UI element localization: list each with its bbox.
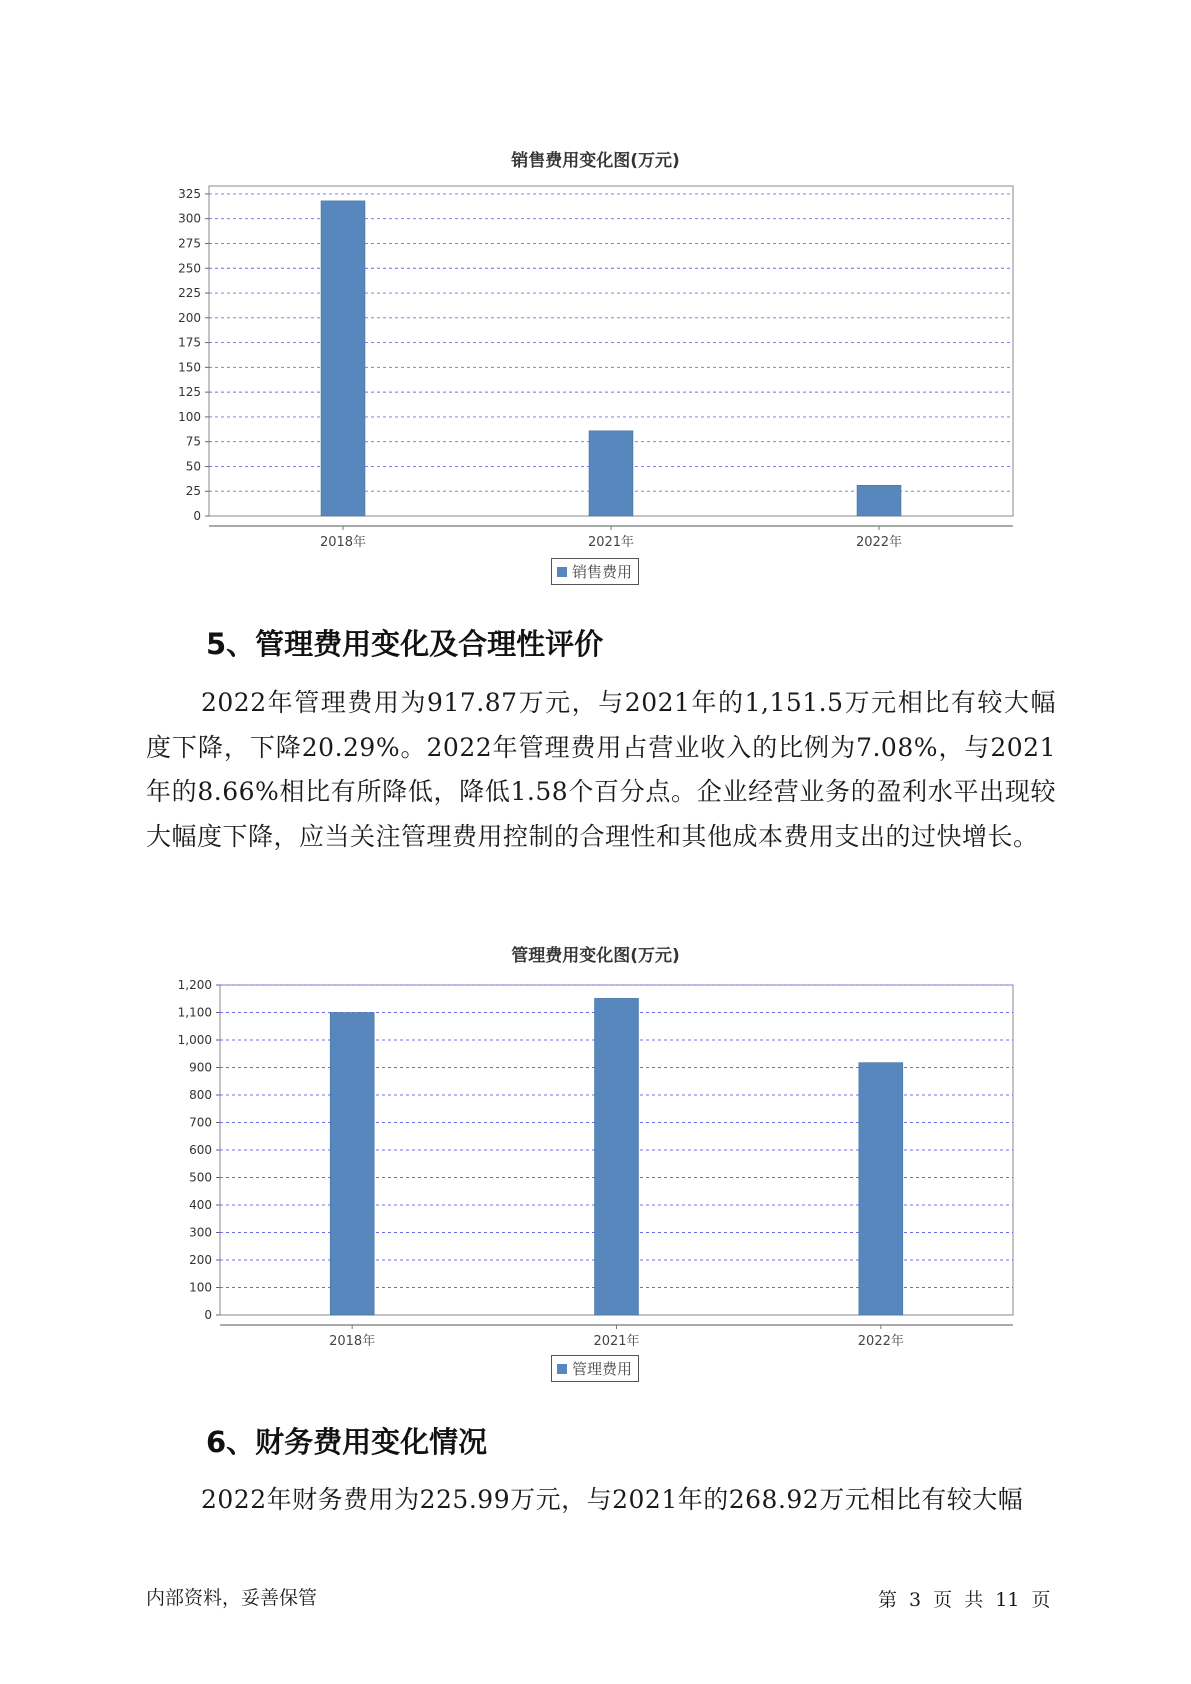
legend-label: 管理费用 xyxy=(572,1360,633,1378)
y-tick-label: 200 xyxy=(189,1253,212,1267)
y-tick-label: 100 xyxy=(178,409,201,424)
section-5-paragraph: 2022年管理费用为917.87万元，与2021年的1,151.5万元相比有较大幅度下降，下降20.29%。2022年管理费用占营业收入的比例为7.08%，与2021年的8.66%相比有所降低，降低1.58个百分点。企业经营业务的盈利水平出现较大幅度下降，应当关注管理费用控制的合理性和其他成本费用支出的过快增长。 xyxy=(146,688,1056,851)
x-tick-label: 2022年 xyxy=(855,535,903,550)
x-tick-label: 2021年 xyxy=(587,535,635,550)
y-tick-label: 0 xyxy=(204,1308,212,1322)
x-tick-label: 2018年 xyxy=(329,1334,376,1349)
x-tick-label: 2018年 xyxy=(319,535,367,550)
y-tick-label: 25 xyxy=(185,484,201,499)
y-tick-label: 1,100 xyxy=(177,1005,212,1020)
y-tick-label: 200 xyxy=(178,310,201,325)
y-tick-label: 600 xyxy=(189,1143,212,1157)
section-5-heading: 5、管理费用变化及合理性评价 xyxy=(206,627,604,661)
y-tick-label: 300 xyxy=(189,1225,212,1240)
bar xyxy=(595,998,639,1315)
legend-label: 销售费用 xyxy=(572,563,633,581)
legend-swatch xyxy=(557,1364,567,1374)
y-tick-label: 0 xyxy=(193,509,201,523)
y-tick-label: 125 xyxy=(178,385,201,400)
y-tick-label: 250 xyxy=(178,261,201,276)
chart-legend xyxy=(551,1355,639,1382)
y-tick-label: 300 xyxy=(178,211,201,226)
x-tick-label: 2021年 xyxy=(593,1334,640,1349)
y-tick-label: 50 xyxy=(185,459,201,474)
y-tick-label: 275 xyxy=(178,236,201,251)
y-tick-label: 75 xyxy=(185,434,201,449)
x-tick-label: 2022年 xyxy=(857,1334,904,1349)
y-tick-label: 400 xyxy=(189,1198,212,1212)
y-tick-label: 1,200 xyxy=(177,978,212,992)
y-tick-label: 500 xyxy=(189,1170,212,1185)
y-tick-label: 225 xyxy=(178,286,201,301)
footer-page-number: 第 3 页 共 11 页 xyxy=(878,1589,1051,1611)
y-tick-label: 100 xyxy=(189,1280,212,1295)
y-tick-label: 1,000 xyxy=(177,1033,212,1047)
section-6-heading: 6、财务费用变化情况 xyxy=(206,1425,488,1459)
y-tick-label: 900 xyxy=(189,1060,212,1075)
section-6-paragraph: 2022年财务费用为225.99万元，与2021年的268.92万元相比有较大幅 xyxy=(201,1485,1024,1514)
bar xyxy=(330,1013,374,1316)
chart-title: 销售费用变化图(万元) xyxy=(511,151,680,171)
y-tick-label: 700 xyxy=(189,1115,212,1130)
bar xyxy=(859,1063,903,1315)
chart-title: 管理费用变化图(万元) xyxy=(511,946,680,966)
footer-confidential-note: 内部资料，妥善保管 xyxy=(146,1587,318,1609)
y-tick-label: 175 xyxy=(178,335,201,350)
y-tick-label: 800 xyxy=(189,1088,212,1102)
y-tick-label: 150 xyxy=(178,360,201,375)
y-tick-label: 325 xyxy=(178,186,201,201)
